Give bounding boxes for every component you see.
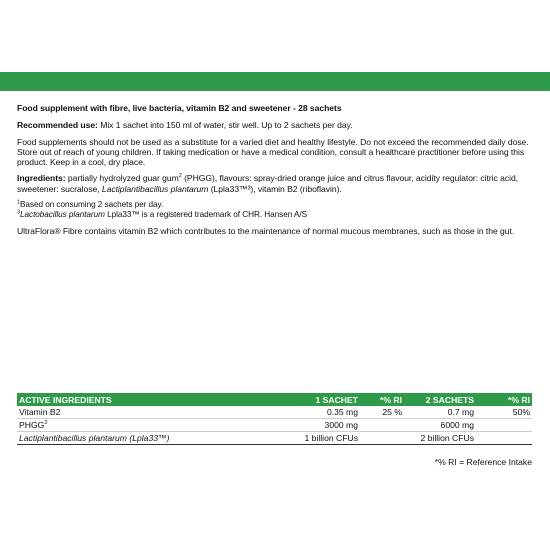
product-title: Food supplement with fibre, live bacteria, vitamin B2 and sweetener - 28 sachets	[17, 103, 342, 113]
table-row	[17, 419, 532, 432]
footnote-1-text: Based on consuming 2 sachets per day.	[20, 200, 164, 210]
claim-text: UltraFlora® Fibre contains vitamin B2 which contributes to the maintenance of normal mucous membranes, such as those in the gut.	[17, 226, 515, 237]
ri-1-sachet: 25 %	[382, 407, 402, 417]
table-header	[17, 393, 532, 406]
table-row	[17, 406, 532, 419]
warning-text: Food supplements should not be used as a substitute for a varied diet and healthy lifestyle. Do not exceed the recommended daily dose. Store out of reach of young children. If taking medication or have a medical condition, consult a healthcare practitioner before using this product. Keep in a cool, dry place.	[17, 136, 529, 168]
amount-1-sachet: 0.35 mg	[326, 407, 358, 417]
ingredients-sup: 2	[178, 173, 182, 180]
amount-2-sachets: 2 billion CFUs	[420, 433, 474, 443]
reference-intake-note: *% RI = Reference Intake	[434, 457, 532, 467]
table-row	[17, 432, 532, 445]
footnote-3-text: Lpla33™ is a registered trademark of CHR. Hansen A/S	[104, 210, 308, 220]
ingredients-label: Ingredients:	[17, 173, 66, 184]
recommended-use	[17, 120, 532, 130]
recommended-use-text: Mix 1 sachet into 150 ml of water, stir well. Up to 2 sachets per day.	[97, 120, 353, 131]
ingredient-name: Vitamin B2	[19, 407, 61, 417]
recommended-use-label: Recommended use:	[17, 120, 98, 131]
footnote-3-italic: Lactobacillus plantarum	[20, 210, 105, 220]
footnote-3	[17, 210, 532, 220]
ingredients-part3: (Lpla33™³), vitamin B2 (riboflavin).	[208, 183, 342, 194]
amount-1-sachet: 3000 mg	[324, 420, 358, 430]
header-ri-2: *% RI	[508, 395, 530, 405]
amount-1-sachet: 1 billion CFUs	[304, 433, 358, 443]
amount-2-sachets: 6000 mg	[440, 420, 474, 430]
ingredients-part2: (PHGG), flavours: spray-dried orange juice and citrus flavour, acidity regulator: citric acid, sweetener: sucralose,	[17, 173, 519, 194]
header-green-bar	[0, 72, 550, 91]
footnote-1-sup: 1	[17, 199, 21, 206]
header-active-ingredients: ACTIVE INGREDIENTS	[19, 395, 112, 405]
header-2-sachets: 2 SACHETS	[425, 395, 474, 405]
ingredient-name	[19, 420, 47, 430]
ingredients	[17, 173, 532, 194]
ri-2-sachets: 50%	[512, 407, 530, 417]
ingredient-name: Lactiplantibacillus plantarum (Lpla33™)	[19, 433, 170, 443]
footnote-1	[17, 200, 532, 210]
ingredient-name-text: PHGG	[19, 420, 45, 430]
amount-2-sachets: 0.7 mg	[447, 407, 474, 417]
ingredients-italic: Lactiplantibacillus plantarum	[101, 183, 209, 194]
active-ingredients-table	[17, 393, 532, 445]
label-text-block	[17, 103, 532, 236]
header-1-sachet: 1 SACHET	[315, 395, 358, 405]
ingredients-part1: partially hydrolyzed guar gum	[65, 173, 179, 184]
ingredient-name-sup: 2	[44, 420, 48, 427]
footnote-3-sup: 3	[17, 209, 21, 216]
header-ri-1: *% RI	[380, 395, 402, 405]
